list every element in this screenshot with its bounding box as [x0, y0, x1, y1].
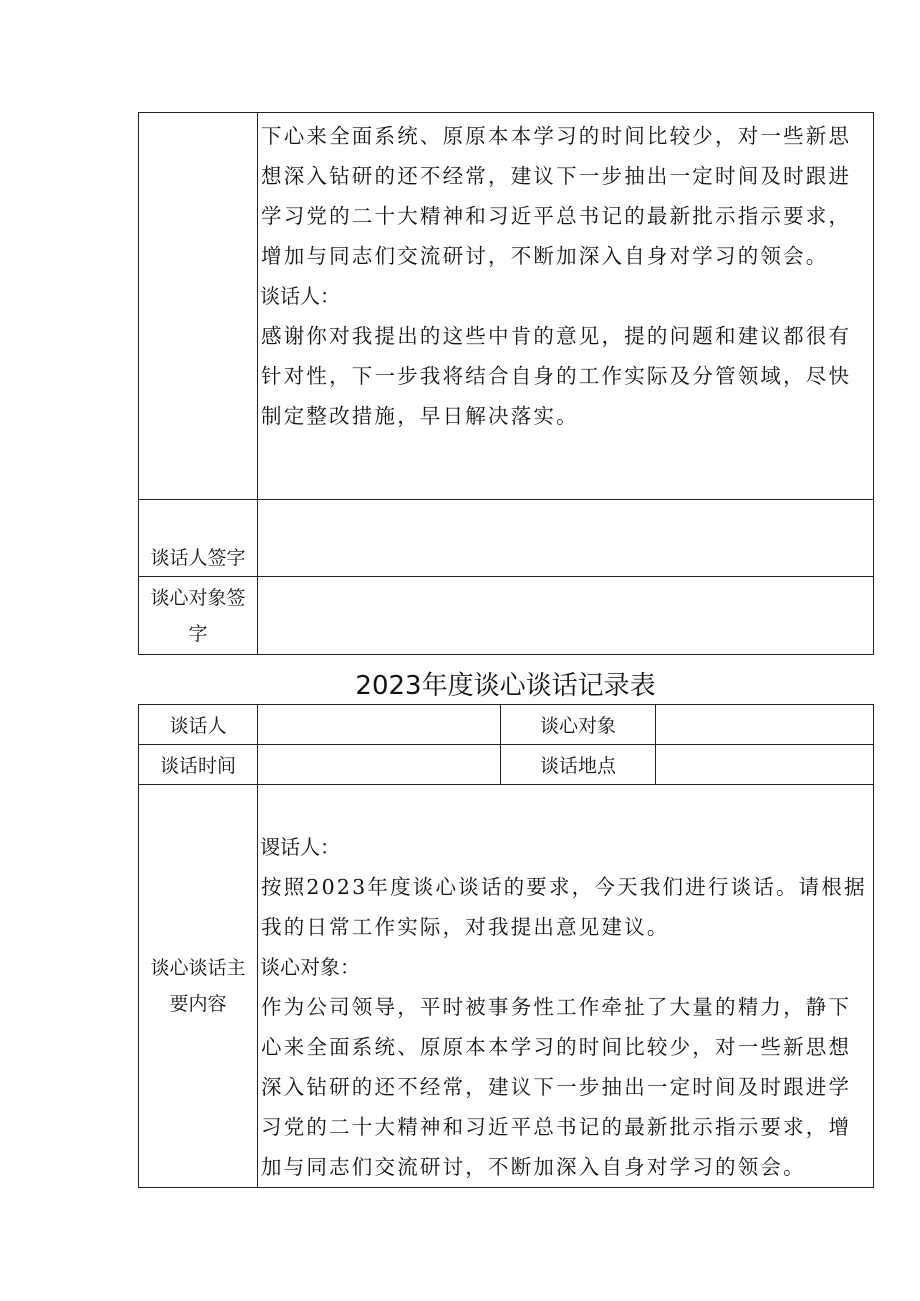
content-label	[139, 785, 258, 1188]
speaker2-line: 作为公司领导，平时被事务性工作牵扯了大量的精力，静下	[261, 995, 852, 1019]
place-field[interactable]	[656, 745, 874, 785]
target-signature-text-1: 谈心对象签	[150, 586, 246, 609]
content-line: 增加与同志们交流研讨，不断加深入自身对学习的领会。	[261, 244, 829, 268]
top-record-table	[138, 112, 874, 655]
speaker-label: 谈话人：	[260, 284, 340, 308]
talker-field[interactable]	[258, 705, 501, 745]
content-label-text-1: 谈心谈话主	[150, 957, 246, 979]
speaker2-line: 深入钻研的还不经常，建议下一步抽出一定时间及时跟进学	[261, 1075, 852, 1099]
page-title: 2023年度谈心谈话记录表	[355, 671, 656, 701]
reply-line: 针对性，下一步我将结合自身的工作实际及分管领域，尽快	[261, 364, 852, 388]
reply-line: 制定整改措施，早日解决落实。	[261, 404, 579, 428]
time-field[interactable]	[258, 745, 501, 785]
time-label: 谈话时间	[139, 745, 258, 785]
top-content-cell	[258, 113, 874, 500]
talker-signature-label	[139, 500, 258, 577]
content-line: 学习党的二十大精神和习近平总书记的最新批示指示要求，	[261, 204, 852, 228]
content-label-text-2: 要内容	[169, 993, 227, 1015]
talker-signature-text: 谈话人签字	[150, 547, 246, 569]
target-signature-text-2: 字	[188, 622, 208, 645]
speaker1-line: 我的日常工作实际，对我提出意见建议。	[261, 915, 670, 939]
target-signature-field[interactable]	[258, 577, 874, 655]
speaker2-line: 习党的二十大精神和习近平总书记的最新批示指示要求，增	[261, 1115, 852, 1139]
place-label: 谈话地点	[501, 745, 656, 785]
speaker1-label: 谡话人：	[260, 835, 340, 859]
content-line: 下心来全面系统、原原本本学习的时间比较少，对一些新思	[261, 124, 852, 148]
speaker2-label: 谈心对象：	[260, 955, 360, 979]
target-label: 谈心对象	[501, 705, 656, 745]
top-content-label-cell	[139, 113, 258, 500]
target-signature-label	[139, 577, 258, 655]
content-line: 想深入钻研的还不经常，建议下一步抽出一定时间及时跟进	[261, 164, 852, 188]
speaker1-line: 按照2023年度谈心谈话的要求，今天我们进行谈话。请根据	[261, 875, 867, 899]
bottom-record-table	[138, 704, 874, 1188]
speaker2-line: 心来全面系统、原原本本学习的时间比较少，对一些新思想	[261, 1035, 852, 1059]
speaker2-line: 加与同志们交流研讨，不断加深入自身对学习的领会。	[261, 1155, 806, 1179]
reply-line: 感谢你对我提出的这些中肯的意见，提的问题和建议都很有	[261, 324, 852, 348]
talker-label: 谈话人	[139, 705, 258, 745]
talker-signature-field[interactable]	[258, 500, 874, 577]
target-field[interactable]	[656, 705, 874, 745]
content-cell[interactable]	[258, 785, 874, 1188]
